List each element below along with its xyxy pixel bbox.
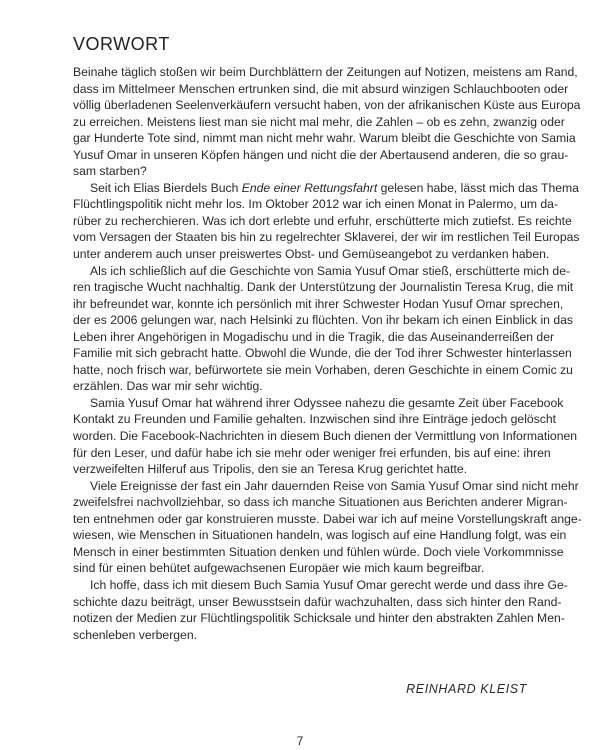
- text-line: Ich hoffe, dass ich mit diesem Buch Samia Yusuf Omar gerecht werde und dass ihre Ge-: [90, 577, 568, 592]
- text-line: schenleben verbergen.: [73, 627, 197, 642]
- text-line: hatte, noch frisch war, befürwortete sie mein Vorhaben, deren Geschichte in einem Comic zu: [73, 362, 573, 377]
- text-line: unter anderem auch unser preiswertes Obst- und Gemüseangebot zu verdanken haben.: [73, 247, 550, 262]
- text-line: sam starben?: [73, 164, 147, 179]
- text-line: worden. Die Facebook-Nachrichten in diesem Buch dienen der Vermittlung von Informationen: [73, 429, 578, 444]
- text-line: Kontakt zu Freunden und Familie gehalten. Inzwischen sind ihre Einträge jedoch gelöscht: [73, 412, 557, 427]
- text-line: ihr befreundet war, konnte ich persönlich mit ihrer Schwester Hodan Yusuf Omar sprechen,: [73, 296, 564, 311]
- text-line: Familie mit sich gebracht hatte. Obwohl die Wunde, die der Tod ihrer Schwester hinterlassen: [73, 346, 572, 361]
- text-line: sind für einen behütet aufgewachsenen Europäer wie mich kaum begreifbar.: [73, 561, 485, 576]
- paragraph: [73, 263, 574, 395]
- text-line: erzählen. Das war mir sehr wichtig.: [73, 379, 263, 394]
- text-line: dass im Mittelmeer Menschen ertrunken sind, die mit absurd winzigen Schlauchbooten oder: [73, 81, 569, 96]
- paragraph: [73, 64, 581, 180]
- page-number: 7: [296, 734, 304, 748]
- paragraph: [73, 577, 568, 643]
- text-line: Beinahe täglich stoßen wir beim Durchblättern der Zeitungen auf Notizen, meistens am Rand,: [73, 65, 578, 79]
- text-line: Als ich schließlich auf die Geschichte von Samia Yusuf Omar stieß, erschütterte mich de-: [90, 263, 571, 278]
- text-line: zu erreichen. Meistens liest man sie nicht mal mehr, die Zahlen – ob es zehn, zwanzig oder: [73, 114, 565, 129]
- text-line: Flüchtlingspolitik nicht mehr los. Im Oktober 2012 war ich einen Monat in Palermo, um da-: [73, 197, 559, 212]
- author-signature: REINHARD KLEIST: [406, 682, 527, 696]
- text-line: völlig überladenen Seelenverkäufern versucht haben, von der afrikanischen Küste aus Europa: [73, 98, 581, 113]
- text-line: Viele Ereignisse der fast ein Jahr dauernden Reise von Samia Yusuf Omar sind nicht mehr: [90, 478, 579, 493]
- text-line: Leben ihrer Angehörigen in Mogadischu und in die Tragik, die das Auseinanderreißen der: [73, 329, 555, 344]
- text-line: für den Leser, und dafür habe ich sie mehr oder weniger frei erfunden, bis auf eine: ihren: [73, 445, 551, 460]
- page-title: VORWORT: [73, 34, 170, 54]
- text-line: schichte dazu beiträgt, unser Bewusstsein dafür wachzuhalten, dass sich hinter den Rand-: [73, 594, 562, 609]
- book-title: Ende einer Rettungsfahrt: [241, 180, 378, 195]
- text-line: Yusuf Omar in unseren Köpfen hängen und nicht die der Abertausend anderen, die so grau-: [73, 147, 569, 162]
- text-line: der es 2006 gelungen war, nach Helsinki zu flüchten. Von ihr bekam ich einen Einblick in das: [73, 313, 573, 328]
- paragraph: [73, 395, 578, 478]
- text-line: ten entnehmen oder gar konstruieren musste. Dabei war ich auf meine Vorstellungskraft ange-: [73, 511, 582, 526]
- text-line: Mensch in einer bestimmten Situation denken und fühlen würde. Doch viele Vorkommnisse: [73, 544, 564, 559]
- text-line: vom Versagen der Staaten bis hin zu regelrechter Sklaverei, der wir im restlichen Teil Europas: [73, 230, 580, 245]
- text-line: gar Hunderte Tote sind, nimmt man nicht mehr wahr. Warum bleibt die Geschichte von Samia: [73, 131, 576, 146]
- text-line: wiesen, wie Menschen in Situationen handeln, was logisch auf eine Handlung folgt, was ein: [73, 528, 567, 543]
- text-line: verzweifelten Hilferuf aus Tripolis, den sie an Teresa Krug gerichtet hatte.: [73, 462, 468, 477]
- foreword-body: [73, 64, 582, 643]
- text-line: zweifelsfrei nachvollziehbar, so dass ich manche Situationen aus Berichten anderer Migran-: [73, 495, 568, 510]
- paragraph: [73, 478, 582, 577]
- text-line: Samia Yusuf Omar hat während ihrer Odyssee nahezu die gesamte Zeit über Facebook: [90, 395, 564, 410]
- text-line: notizen der Medien zur Flüchtlingspolitik Schicksale und hinter den abstrakten Zahlen Men-: [73, 611, 565, 626]
- text-line: ren tragische Wucht nachhaltig. Dank der Unterstützung der Journalistin Teresa Krug, die mit: [73, 280, 574, 295]
- text-line: Seit ich Elias Bierdels Buch Ende einer Rettungsfahrt gelesen habe, lässt mich das Thema: [90, 180, 579, 195]
- text-line: rüber zu recherchieren. Was ich dort erlebte und erfuhr, erschütterte mich zutiefst. Es reichte: [73, 213, 572, 228]
- paragraph: [73, 180, 580, 263]
